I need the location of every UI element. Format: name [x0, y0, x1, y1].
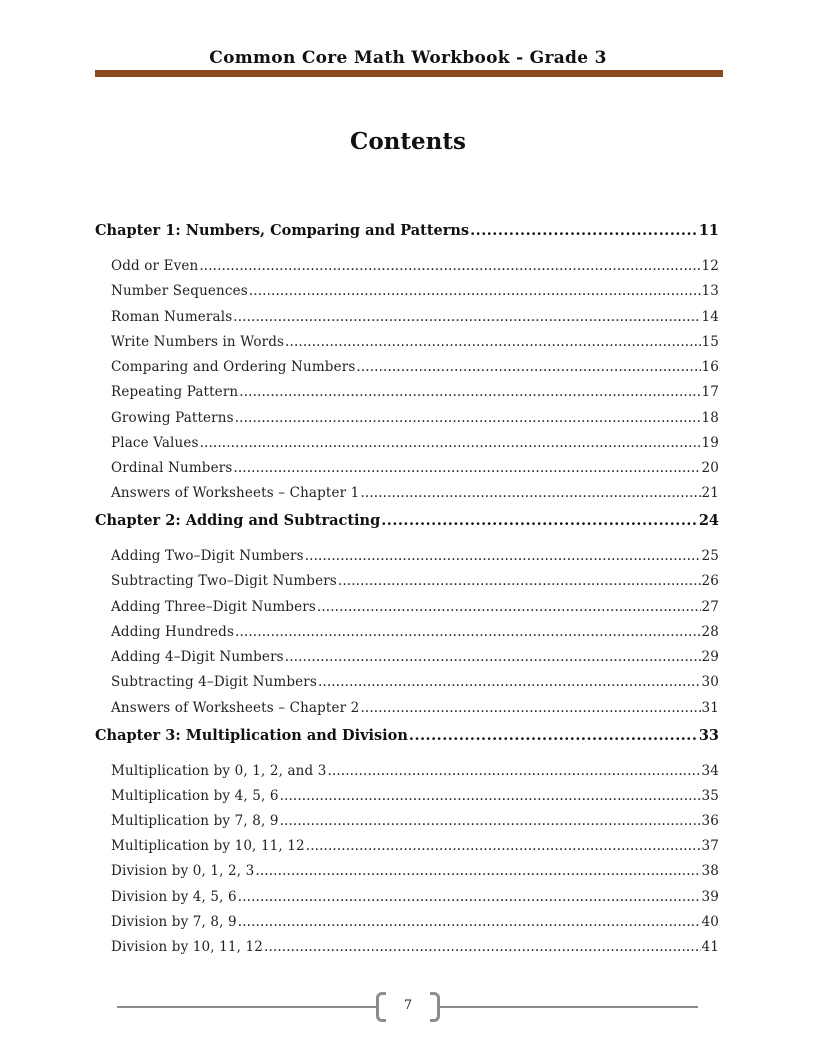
toc-chapter-entry[interactable]: [95, 221, 719, 241]
toc-section-entry[interactable]: [111, 623, 719, 641]
toc-entry-label: Growing Patterns: [111, 410, 234, 426]
toc-chapter-entry[interactable]: [95, 726, 719, 746]
toc-dot-leader: [409, 726, 698, 746]
toc-entry-label: Division by 10, 11, 12: [111, 939, 264, 955]
footer-rule-left: [117, 1006, 377, 1008]
toc-entry-page: 16: [701, 359, 719, 375]
toc-dot-leader: [264, 938, 701, 956]
toc-entry-label: Multiplication by 4, 5, 6: [111, 788, 279, 804]
toc-dot-leader: [360, 699, 700, 717]
toc-entry-page: 20: [701, 460, 719, 476]
toc-section-entry[interactable]: [111, 383, 719, 401]
toc-entry-page: 12: [701, 258, 719, 274]
toc-dot-leader: [255, 862, 700, 880]
toc-dot-leader: [318, 673, 701, 691]
toc-dot-leader: [280, 812, 701, 830]
toc-entry-page: 18: [701, 410, 719, 426]
toc-entry-label: Ordinal Numbers: [111, 460, 233, 476]
toc-entry-page: 29: [701, 649, 719, 665]
toc-dot-leader: [327, 762, 700, 780]
footer-rule-right: [440, 1006, 698, 1008]
toc-entry-label: Division by 4, 5, 6: [111, 889, 237, 905]
footer-bracket-right: [430, 992, 440, 1022]
toc-section-entry[interactable]: [111, 459, 719, 477]
toc-dot-leader: [239, 383, 700, 401]
toc-entry-label: Adding Three–Digit Numbers: [111, 599, 316, 615]
toc-dot-leader: [305, 547, 701, 565]
toc-dot-leader: [470, 221, 698, 241]
toc-dot-leader: [356, 358, 700, 376]
toc-section-entry[interactable]: [111, 787, 719, 805]
toc-section-entry[interactable]: [111, 282, 719, 300]
toc-entry-page: 21: [701, 485, 719, 501]
toc-section-entry[interactable]: [111, 812, 719, 830]
toc-section-entry[interactable]: [111, 308, 719, 326]
toc-chapter-entry[interactable]: [95, 511, 719, 531]
toc-section-entry[interactable]: [111, 409, 719, 427]
toc-section-entry[interactable]: [111, 484, 719, 502]
running-header-title: Common Core Math Workbook - Grade 3: [209, 48, 607, 68]
toc-entry-label: Subtracting Two–Digit Numbers: [111, 573, 337, 589]
toc-section-entry[interactable]: [111, 547, 719, 565]
toc-entry-label: Adding 4–Digit Numbers: [111, 649, 284, 665]
toc-entry-page: 39: [701, 889, 719, 905]
page-number: 7: [403, 998, 413, 1013]
toc-section-entry[interactable]: [111, 673, 719, 691]
toc-entry-page: 35: [701, 788, 719, 804]
toc-dot-leader: [199, 257, 700, 275]
toc-entry-label: Write Numbers in Words: [111, 334, 285, 350]
toc-entry-page: 25: [701, 548, 719, 564]
toc-dot-leader: [200, 434, 701, 452]
toc-entry-label: Roman Numerals: [111, 309, 233, 325]
toc-entry-page: 15: [701, 334, 719, 350]
toc-entry-label: Subtracting 4–Digit Numbers: [111, 674, 317, 690]
toc-dot-leader: [360, 484, 700, 502]
toc-section-entry[interactable]: [111, 434, 719, 452]
toc-entry-page: 36: [701, 813, 719, 829]
toc-section-entry[interactable]: [111, 699, 719, 717]
toc-dot-leader: [249, 282, 701, 300]
toc-section-entry[interactable]: [111, 572, 719, 590]
toc-entry-page: 27: [701, 599, 719, 615]
toc-entry-label: Comparing and Ordering Numbers: [111, 359, 356, 375]
toc-section-entry[interactable]: [111, 762, 719, 780]
toc-section-entry[interactable]: [111, 837, 719, 855]
toc-dot-leader: [381, 511, 698, 531]
toc-dot-leader: [285, 648, 701, 666]
toc-entry-page: 31: [701, 700, 719, 716]
toc-entry-label: Adding Two–Digit Numbers: [111, 548, 304, 564]
toc-dot-leader: [285, 333, 700, 351]
toc-entry-page: 13: [701, 283, 719, 299]
toc-entry-label: Adding Hundreds: [111, 624, 235, 640]
toc-entry-page: 24: [698, 512, 719, 529]
toc-entry-page: 14: [701, 309, 719, 325]
toc-dot-leader: [238, 913, 701, 931]
toc-section-entry[interactable]: [111, 257, 719, 275]
toc-entry-label: Chapter 1: Numbers, Comparing and Patterns: [95, 222, 470, 239]
toc-section-entry[interactable]: [111, 938, 719, 956]
toc-entry-page: 41: [701, 939, 719, 955]
toc-entry-label: Multiplication by 7, 8, 9: [111, 813, 279, 829]
toc-entry-label: Multiplication by 0, 1, 2, and 3: [111, 763, 327, 779]
toc-dot-leader: [233, 308, 700, 326]
toc-entry-label: Chapter 3: Multiplication and Division: [95, 727, 408, 744]
toc-entry-label: Multiplication by 10, 11, 12: [111, 838, 305, 854]
toc-section-entry[interactable]: [111, 598, 719, 616]
toc-entry-label: Division by 0, 1, 2, 3: [111, 863, 255, 879]
toc-entry-label: Chapter 2: Adding and Subtracting: [95, 512, 381, 529]
toc-section-entry[interactable]: [111, 648, 719, 666]
toc-entry-label: Place Values: [111, 435, 199, 451]
toc-dot-leader: [306, 837, 701, 855]
toc-entry-page: 38: [701, 863, 719, 879]
toc-section-entry[interactable]: [111, 888, 719, 906]
toc-dot-leader: [235, 623, 700, 641]
toc-entry-label: Division by 7, 8, 9: [111, 914, 237, 930]
toc-entry-page: 34: [701, 763, 719, 779]
toc-section-entry[interactable]: [111, 913, 719, 931]
toc-entry-page: 11: [698, 222, 719, 239]
toc-entry-page: 28: [701, 624, 719, 640]
toc-entry-label: Repeating Pattern: [111, 384, 239, 400]
toc-dot-leader: [233, 459, 700, 477]
toc-entry-page: 33: [698, 727, 719, 744]
footer-bracket-left: [376, 992, 386, 1022]
toc-entry-page: 17: [701, 384, 719, 400]
toc-entry-page: 30: [701, 674, 719, 690]
toc-entry-page: 40: [701, 914, 719, 930]
toc-entry-page: 37: [701, 838, 719, 854]
toc-dot-leader: [280, 787, 701, 805]
toc-entry-label: Answers of Worksheets – Chapter 2: [111, 700, 360, 716]
toc-entry-page: 26: [701, 573, 719, 589]
toc-entry-label: Odd or Even: [111, 258, 199, 274]
page-title: Contents: [350, 128, 466, 155]
toc-entry-label: Answers of Worksheets – Chapter 1: [111, 485, 360, 501]
toc-section-entry[interactable]: [111, 333, 719, 351]
toc-dot-leader: [238, 888, 701, 906]
toc-dot-leader: [338, 572, 701, 590]
toc-dot-leader: [317, 598, 701, 616]
toc-section-entry[interactable]: [111, 862, 719, 880]
toc-dot-leader: [235, 409, 701, 427]
toc-section-entry[interactable]: [111, 358, 719, 376]
toc-entry-page: 19: [701, 435, 719, 451]
toc-entry-label: Number Sequences: [111, 283, 248, 299]
